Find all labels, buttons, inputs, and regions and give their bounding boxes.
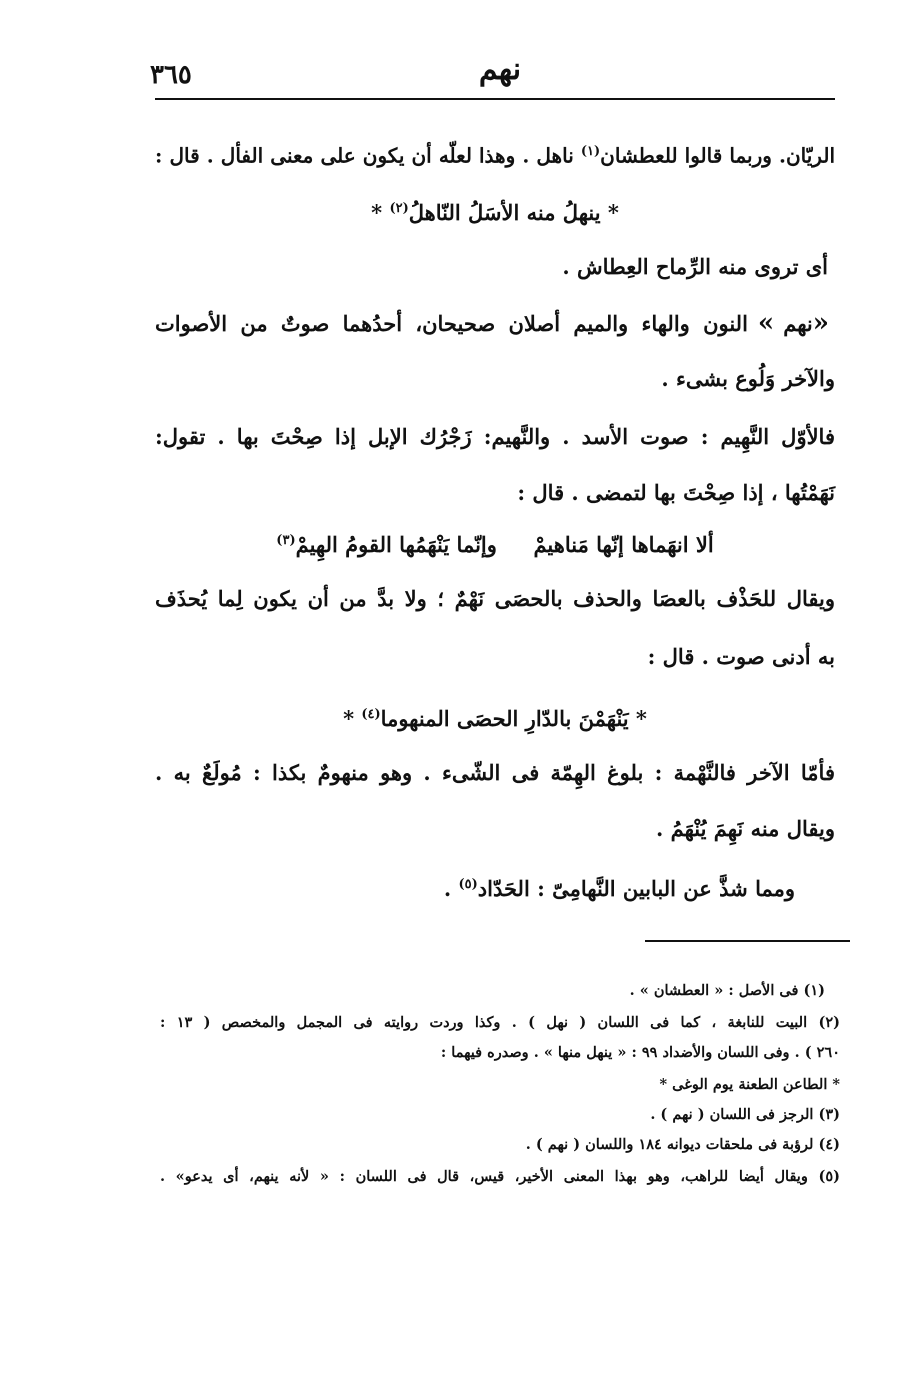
page-number: ٣٦٥ [150, 60, 192, 90]
page-header-title: نهم [478, 52, 522, 87]
footnote-ref-4: (٤) [361, 707, 381, 722]
footnote-2-cont: ٢٦٠ ) . وفى اللسان والأضداد ٩٩ : « ينهل منها » . وصدره فيهما : [440, 1044, 840, 1061]
footnote-5: (٥) ويقال أيضا للراهب، وهو بهذا المعنى الأخير، قيس، قال فى اللسان : « لأنه ينهم، أى يدعو» . [160, 1168, 840, 1185]
text-line-14: ومما شذَّ عن البابين النَّهامِىّ : الحَدّاد$^{(٥)}$ . [443, 876, 795, 901]
verse-line-1: * ينهلُ منه الأسَلُ النّاهلُ$^{(٢)}$ * [371, 200, 619, 225]
header-divider [155, 98, 835, 100]
text-line-9: ويقال للحَذْف بالعصَا والحذف بالحصَى نَهْمٌ ؛ ولا بدَّ من أن يكون لِما يُحذَف [155, 586, 835, 611]
text-line-13: ويقال منه نَهِمَ يُنْهَمُ . [655, 816, 835, 841]
entry-head-line: « نهم »النون والهاء والميم أصلان صحيحان، أحدُهما صوتٌ من الأصوات [155, 306, 835, 341]
footnote-3: (٣) الرجز فى اللسان ( نهم ) . [650, 1106, 840, 1123]
footnote-ref-1: (١) [580, 144, 601, 159]
footnote-2-verse: * الطاعن الطعنة يوم الوغى * [659, 1076, 840, 1093]
verse-line-3: * يَنْهَمْنَ بالدّارِ الحصَى المنهوما$^{(٤)}$ * [343, 706, 647, 731]
text-line-12: فأمّا الآخر فالنَّهْمة : بلوغ الهِمّة فى الشّىء . وهو منهومٌ بكذا : مُولَعٌ به . [155, 760, 835, 785]
text-line-5: والآخر وَلُوع بشىء . [661, 366, 835, 391]
text-line-7: نَهَمْتُها ، إذا صِحْتَ بها لتمضى . قال : [517, 480, 835, 505]
footnote-4: (٤) لرؤبة فى ملحقات ديوانه ١٨٤ واللسان ( نهم ) . [525, 1136, 840, 1153]
footnote-ref-3: (٣) [276, 533, 296, 548]
footnote-divider [645, 940, 850, 942]
text-line-3: أى تروى منه الرِّماح العِطاش . [562, 254, 828, 279]
verse-line-2: ألا انهَماها إنّها مَناهيمْ وإنّما يَنْهَمُها القومُ الهِيمْ$^{(٣)}$ [276, 532, 714, 557]
footnote-ref-2: (٢) [389, 201, 409, 216]
footnote-ref-5: (٥) [458, 877, 478, 892]
text-line-6: فالأوّل النَّهِيم : صوت الأسد . والنَّهيم: زَجْرُك الإبل إذا صِحْتَ بها . تقول: [155, 424, 835, 449]
text-line-1: الريّان. وربما قالوا للعطشان$^{(١)}$ ناهل . وهذا لعلّه أن يكون على معنى الفأل . قال : [155, 143, 835, 168]
footnote-2: (٢) البيت للنابغة ، كما فى اللسان ( نهل ) . وكذا وردت روايته فى المجمل والمخصص ( ١٣ : [160, 1014, 840, 1031]
text-line-10: به أدنى صوت . قال : [647, 644, 835, 669]
footnote-1: (١) فى الأصل : « العطشان » . [629, 982, 825, 999]
entry-headword: « نهم » [752, 306, 835, 341]
